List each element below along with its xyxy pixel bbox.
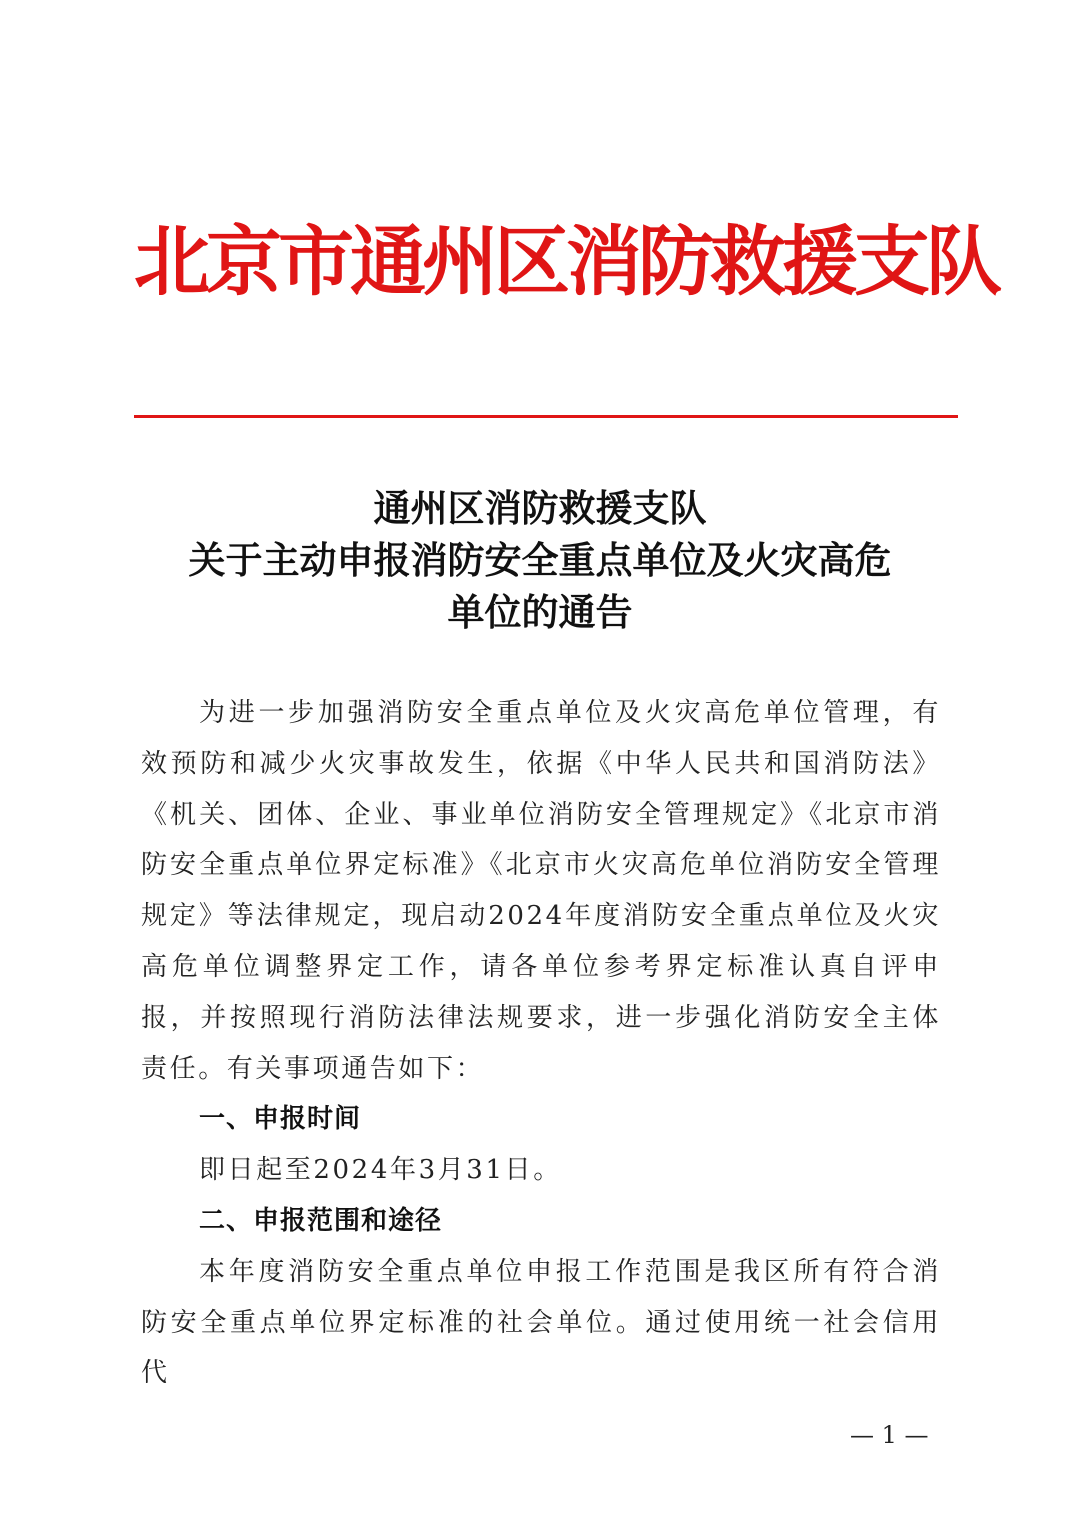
document-title [134,482,946,638]
title-line-3: 单位的通告 [447,590,633,634]
section-1-heading: 一、申报时间 [199,1104,362,1135]
section-2-heading: 二、申报范围和途径 [199,1205,443,1236]
intro-paragraph: 为进一步加强消防安全重点单位及火灾高危单位管理，有效预防和减少火灾事故发生，依据《中华人民共和国消防法》《机关、团体、企业、事业单位消防安全管理规定》《北京市消防安全重点单位界定标准》《北京市火灾高危单位消防安全管理规定》等法律规定，现启动2024年度消防安全重点单位及火灾高危单位调整界定工作，请各单位参考界定标准认真自评申报，并按照现行消防法律法规要求，进一步强化消防安全主体责任。有关事项通告如下： [141,698,941,1084]
red-divider-line [134,415,958,418]
section-1-text: 即日起至2024年3月31日。 [199,1155,562,1186]
page-number: — 1 — [850,1421,929,1449]
issuer-masthead: 北京市通州区消防救援支队 [134,217,998,306]
section-2-text: 本年度消防安全重点单位申报工作范围是我区所有符合消防安全重点单位界定标准的社会单位。通过使用统一社会信用代 [141,1256,941,1389]
title-line-1: 通州区消防救援支队 [373,486,707,530]
title-line-2: 关于主动申报消防安全重点单位及火灾高危 [188,538,892,582]
document-body [141,688,941,1399]
